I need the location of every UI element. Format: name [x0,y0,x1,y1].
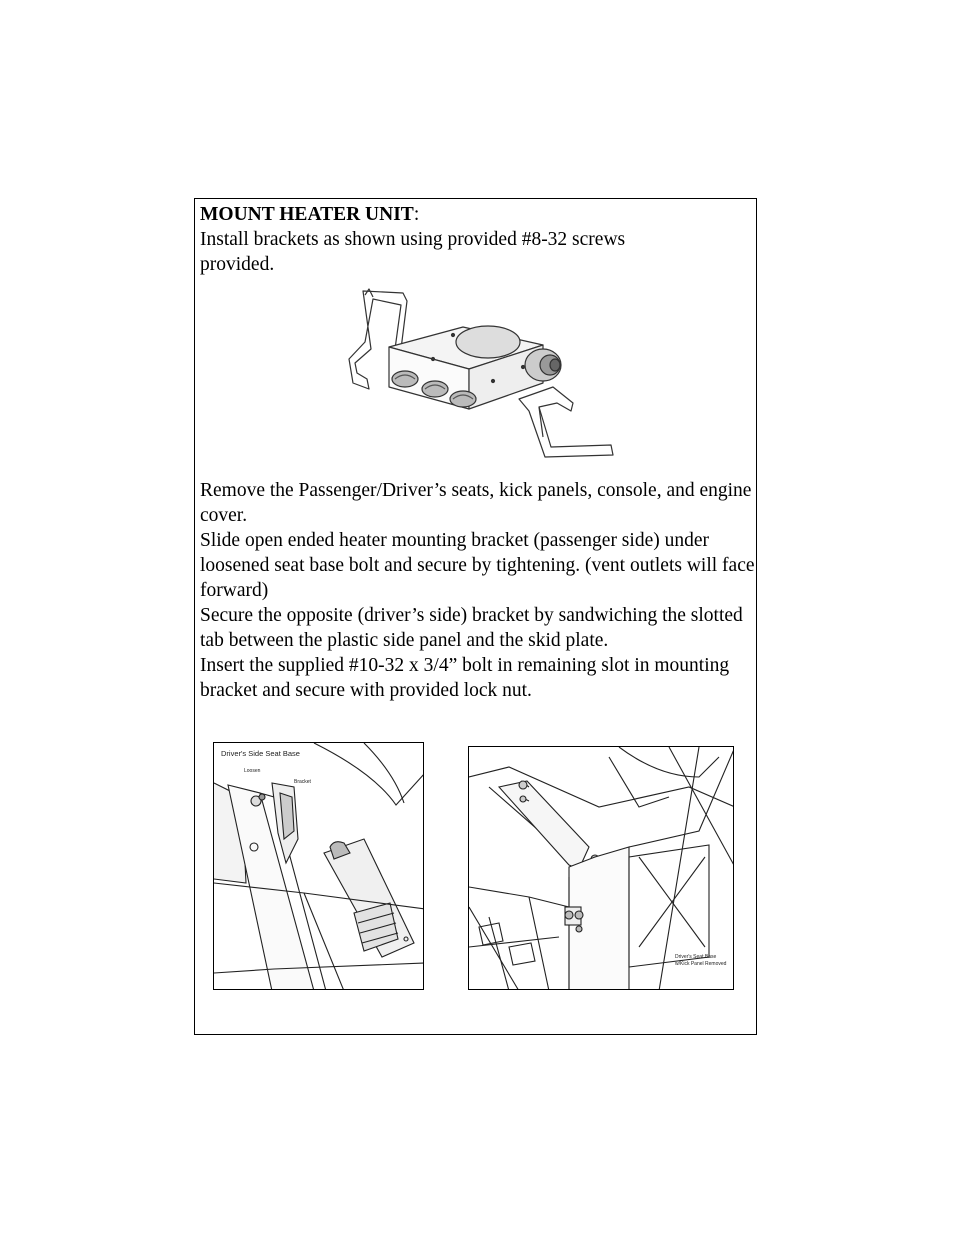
step-remove-seats: Remove the Passenger/Driver’s seats, kick panels, console, and engine cover. [200,480,752,526]
heading-title: MOUNT HEATER UNIT [200,204,414,225]
right-caption-line1: Driver's Seat Base [675,954,717,960]
right-figure-caption [675,954,733,968]
instruction-panel [194,198,757,1035]
heater-bracket-illustration [343,287,623,459]
instruction-steps [200,478,756,703]
step-insert-bolt: Insert the supplied #10-32 x 3/4” bolt in remaining slot in mounting bracket and secure with provided lock nut. [200,655,730,701]
section-heading [200,202,756,227]
step-passenger-bracket: Slide open ended heater mounting bracket (passenger side) under loosened seat base bolt and secure by tightening. (vent outlets will face forward) [200,530,755,601]
bracket-callout: Bracket [294,779,311,785]
right-caption-line2: w/Kick Panel Removed [675,961,727,967]
loosen-callout: Loosen [244,768,261,774]
intro-text: Install brackets as shown using provided #8-32 screws provided. [200,229,626,275]
left-figure-caption: Driver's Side Seat Base [221,749,300,758]
step-driver-bracket: Secure the opposite (driver’s side) bracket by sandwiching the slotted tab between the plastic side panel and the skid plate. [200,605,743,651]
driver-seat-base-photo [213,742,424,990]
heading-colon: : [413,204,420,225]
seat-base-kick-panel-photo [468,746,734,990]
